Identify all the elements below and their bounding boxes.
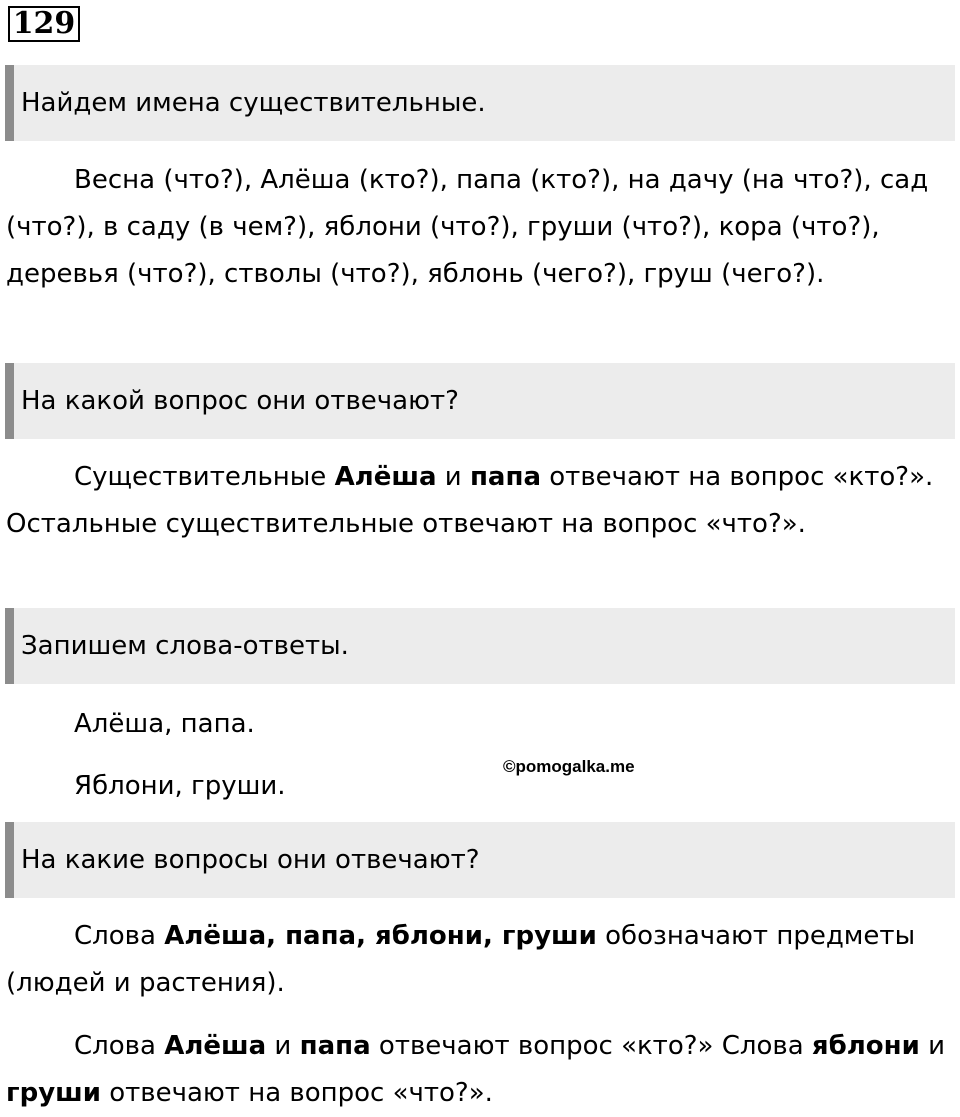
text: Слова — [74, 921, 165, 951]
answer-line-what: Яблони, груши. — [74, 771, 286, 801]
text: и — [919, 1031, 946, 1061]
text: Слова — [74, 1031, 165, 1061]
answer-paragraph-who-what — [6, 1023, 952, 1117]
section-heading-find-nouns: Найдем имена существительные. — [5, 65, 955, 141]
answer-paragraph-noun-list: Весна (что?), Алёша (кто?), папа (кто?), на дачу (на что?), сад (что?), в саду (в чем?), яблони (что?), груши (что?), кора (что?), деревья (что?), стволы (что?), яблонь (чего?), груш (чего?). — [6, 165, 929, 289]
answer-line-who: Алёша, папа. — [74, 709, 255, 739]
watermark: ©pomogalka.me — [503, 757, 635, 776]
bold-word: папа — [469, 462, 541, 492]
task-number: 129 — [8, 6, 80, 42]
bold-word: Алёша — [334, 462, 437, 492]
text: Существительные — [74, 462, 335, 492]
text: обозначают предметы (людей и растения). — [6, 921, 916, 998]
text: и — [266, 1031, 300, 1061]
section-heading-which-question: На какой вопрос они отвечают? — [5, 363, 955, 439]
text: и — [436, 462, 470, 492]
section-heading-write-answers: Запишем слова-ответы. — [5, 608, 955, 684]
text: отвечают на вопрос «кто?». Остальные существительные отвечают на вопрос «что?». — [6, 462, 934, 539]
answer-paragraph-objects — [6, 913, 952, 1007]
bold-word: Алёша — [164, 1031, 267, 1061]
answer-paragraph-question — [6, 454, 952, 548]
bold-word: груши — [6, 1078, 101, 1108]
text: отвечают вопрос «кто?» Слова — [370, 1031, 812, 1061]
text: отвечают на вопрос «что?». — [100, 1078, 493, 1108]
bold-word: папа — [299, 1031, 371, 1061]
section-heading-which-questions: На какие вопросы они отвечают? — [5, 822, 955, 898]
bold-word: яблони — [811, 1031, 920, 1061]
bold-words: Алёша, папа, яблони, груши — [164, 921, 597, 951]
